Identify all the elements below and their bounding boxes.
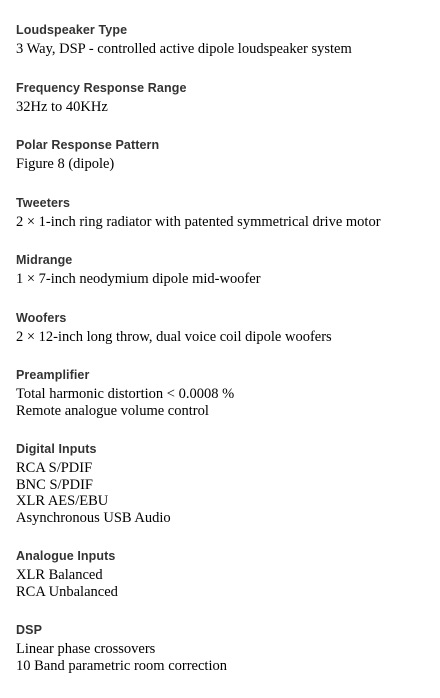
spec-value: 2 × 1-inch ring radiator with patented symmetrical drive motor	[16, 213, 381, 230]
spec-heading: Tweeters	[16, 195, 71, 210]
spec-value: 32Hz to 40KHz	[16, 98, 108, 115]
spec-value: Asynchronous USB Audio	[16, 509, 171, 526]
spec-heading: Frequency Response Range	[16, 80, 187, 95]
spec-heading: Polar Response Pattern	[16, 138, 160, 152]
spec-heading: Preamplifier	[16, 368, 90, 382]
spec-value: XLR Balanced	[16, 567, 103, 583]
spec-value: BNC S/PDIF	[16, 476, 93, 493]
spec-value: 10 Band parametric room correction	[16, 657, 227, 674]
spec-heading: Digital Inputs	[16, 442, 97, 456]
spec-value: RCA S/PDIF	[16, 460, 93, 476]
spec-frequency-response-range	[16, 80, 436, 116]
spec-values	[16, 271, 436, 288]
spec-preamplifier	[16, 367, 436, 419]
spec-value: Remote analogue volume control	[16, 402, 209, 419]
spec-values	[16, 156, 436, 173]
spec-digital-inputs	[16, 441, 436, 526]
spec-polar-response-pattern	[16, 137, 436, 173]
spec-values	[16, 329, 436, 346]
spec-value: Linear phase crossovers	[16, 641, 156, 657]
spec-list	[16, 22, 436, 696]
spec-tweeters	[16, 195, 436, 231]
spec-dsp	[16, 622, 436, 674]
spec-heading: Midrange	[16, 253, 73, 267]
spec-values	[16, 386, 436, 419]
spec-heading: Loudspeaker Type	[16, 23, 128, 37]
spec-value: Total harmonic distortion < 0.0008 %	[16, 386, 235, 402]
spec-value: 1 × 7-inch neodymium dipole mid-woofer	[16, 271, 261, 287]
spec-value: 2 × 12-inch long throw, dual voice coil dipole woofers	[16, 328, 332, 345]
spec-heading: DSP	[16, 623, 43, 637]
spec-values	[16, 641, 436, 674]
spec-woofers	[16, 310, 436, 346]
spec-heading: Analogue Inputs	[16, 549, 116, 563]
spec-value: Figure 8 (dipole)	[16, 156, 115, 172]
spec-loudspeaker-type	[16, 22, 436, 58]
spec-analogue-inputs	[16, 548, 436, 600]
spec-values	[16, 567, 436, 600]
spec-values	[16, 214, 436, 231]
spec-value: 3 Way, DSP - controlled active dipole loudspeaker system	[16, 41, 352, 57]
spec-values	[16, 460, 436, 526]
spec-value: XLR AES/EBU	[16, 493, 109, 509]
spec-values	[16, 41, 436, 58]
spec-heading: Woofers	[16, 310, 67, 325]
spec-value: RCA Unbalanced	[16, 583, 118, 600]
spec-midrange	[16, 252, 436, 288]
spec-values	[16, 99, 436, 116]
